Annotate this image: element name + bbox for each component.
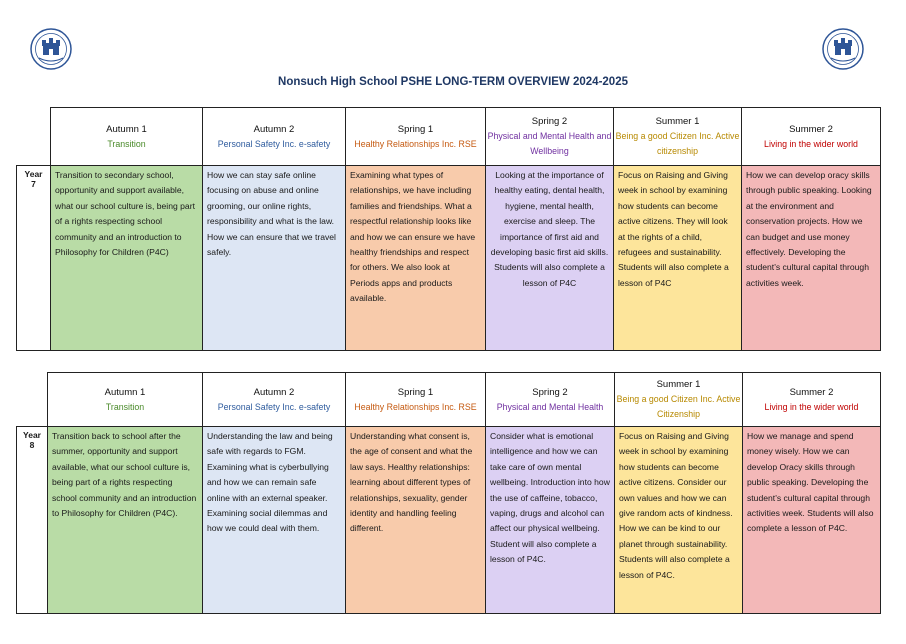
year8-header-autumn1 <box>48 373 203 427</box>
term-label: Autumn 2 <box>253 386 295 398</box>
year8-overview-table <box>16 372 881 614</box>
topic-label: Transition <box>107 138 146 149</box>
topic-label: Being a good Citizen Inc. Active citizenship <box>615 131 740 156</box>
year7-header-summer2 <box>742 108 881 166</box>
year8-label <box>17 427 48 614</box>
school-crest-icon <box>30 28 72 70</box>
term-label: Spring 2 <box>532 386 568 398</box>
topic-label: Physical and Mental Health <box>496 401 604 412</box>
year8-header-summer2 <box>743 373 881 427</box>
year-label-line2: 7 <box>31 179 36 189</box>
term-label: Autumn 1 <box>104 386 146 398</box>
topic-label: Living in the wider world <box>764 138 858 149</box>
year8-summer1-content: Focus on Raising and Giving week in school by examining how students can become active citizens. Consider our own values and how we can give random acts of kindness. How we can be kind to our planet through sustainability. Students will also complete a lesson of P4C. <box>615 427 743 614</box>
year8-autumn2-content: Understanding the law and being safe with regards to FGM. Examining what is cyberbullying and how we can remain safe online with an external speaker. Examining social dilemmas and how we could deal with them. <box>203 427 346 614</box>
year8-header-corner <box>17 373 48 427</box>
year7-spring2-content: Looking at the importance of healthy eating, dental health, hygiene, mental health, exercise and sleep. The importance of first aid and developing basic first aid skills. Students will also complete a lesson of P4C <box>486 166 614 351</box>
year8-header-summer1 <box>615 373 743 427</box>
topic-label: Living in the wider world <box>764 401 859 412</box>
topic-label: Transition <box>105 401 145 412</box>
year-label-line1: Year <box>24 169 43 179</box>
year-label-line1: Year <box>23 430 41 440</box>
topic-label: Healthy Relationships Inc. RSE <box>354 138 477 149</box>
year8-summer2-content: How we manage and spend money wisely. How we can develop Oracy skills through public speaking. Developing the student's cultural capital through activities week. Students will also complete a lesson of P4C. <box>743 427 881 614</box>
year7-label <box>17 166 51 351</box>
year7-spring1-content: Examining what types of relationships, we have including families and friendships. What a respectful relationship looks like and how we can ensure we have healthy friendships and respect for others. We also look at Periods apps and products available. <box>346 166 486 351</box>
topic-label: Being a good Citizen Inc. Active Citizenship <box>616 394 741 419</box>
year8-header-autumn2 <box>203 373 346 427</box>
year7-header-autumn2 <box>203 108 346 166</box>
year7-summer1-content: Focus on Raising and Giving week in school by examining how students can become active citizens. They will look at the rights of a child, refugees and sustainability. Students will also complete a lesson of P4C <box>614 166 742 351</box>
year7-summer2-content: How we can develop oracy skills through public speaking. Looking at the environment and conservation projects. How we can budget and use money effectively. Developing the student's cultural capital through activities week. <box>742 166 881 351</box>
topic-label: Personal Safety Inc. e-safety <box>217 138 331 149</box>
year7-header-summer1 <box>614 108 742 166</box>
term-label: Spring 2 <box>531 116 568 127</box>
year8-header-spring2 <box>486 373 615 427</box>
term-label: Summer 1 <box>655 116 700 127</box>
term-label: Summer 2 <box>789 386 834 398</box>
topic-label: Healthy Relationships Inc. RSE <box>354 401 477 412</box>
document-title: Nonsuch High School PSHE LONG-TERM OVERVIEW 2024-2025 <box>278 76 628 88</box>
year8-autumn1-content: Transition back to school after the summer, opportunity and support available, what our school culture is, being part of a rights respecting school community and an introduction to Philosophy for Children (P4C). <box>48 427 203 614</box>
term-label: Spring 1 <box>397 123 434 135</box>
term-label: Summer 2 <box>789 123 833 135</box>
term-label: Autumn 1 <box>106 123 147 135</box>
school-crest-icon <box>822 28 864 70</box>
year-label-line2: 8 <box>29 440 35 450</box>
term-label: Spring 1 <box>397 386 434 398</box>
year7-header-corner <box>17 108 51 166</box>
year7-header-spring1 <box>346 108 486 166</box>
year7-header-autumn1 <box>51 108 203 166</box>
term-label: Autumn 2 <box>253 123 295 135</box>
year7-autumn2-content: How we can stay safe online focusing on abuse and online grooming, our online rights, responsibility and what is the law. How we can ensure that we travel safely. <box>203 166 346 351</box>
topic-label: Personal Safety Inc. e-safety <box>217 401 331 412</box>
topic-label: Physical and Mental Health and Wellbeing <box>487 131 612 156</box>
year8-spring1-content: Understanding what consent is, the age of consent and what the law says. Healthy relationships: learning about different types of relationships, sexuality, gender identity and handling feeling different. <box>346 427 486 614</box>
year7-header-spring2 <box>486 108 614 166</box>
year8-header-spring1 <box>346 373 486 427</box>
year7-overview-table <box>16 107 881 351</box>
year8-spring2-content: Consider what is emotional intelligence and how we can take care of own mental wellbeing. Introduction into how the use of caffeine, tobacco, vaping, drugs and alcohol can affect our physical wellbeing. Student will also complete a lesson of P4C. <box>486 427 615 614</box>
term-label: Summer 1 <box>656 379 701 390</box>
year7-autumn1-content: Transition to secondary school, opportunity and support available, what our school culture is, being part of a rights respecting school community and an introduction to Philosophy for Children (P4C) <box>51 166 203 351</box>
